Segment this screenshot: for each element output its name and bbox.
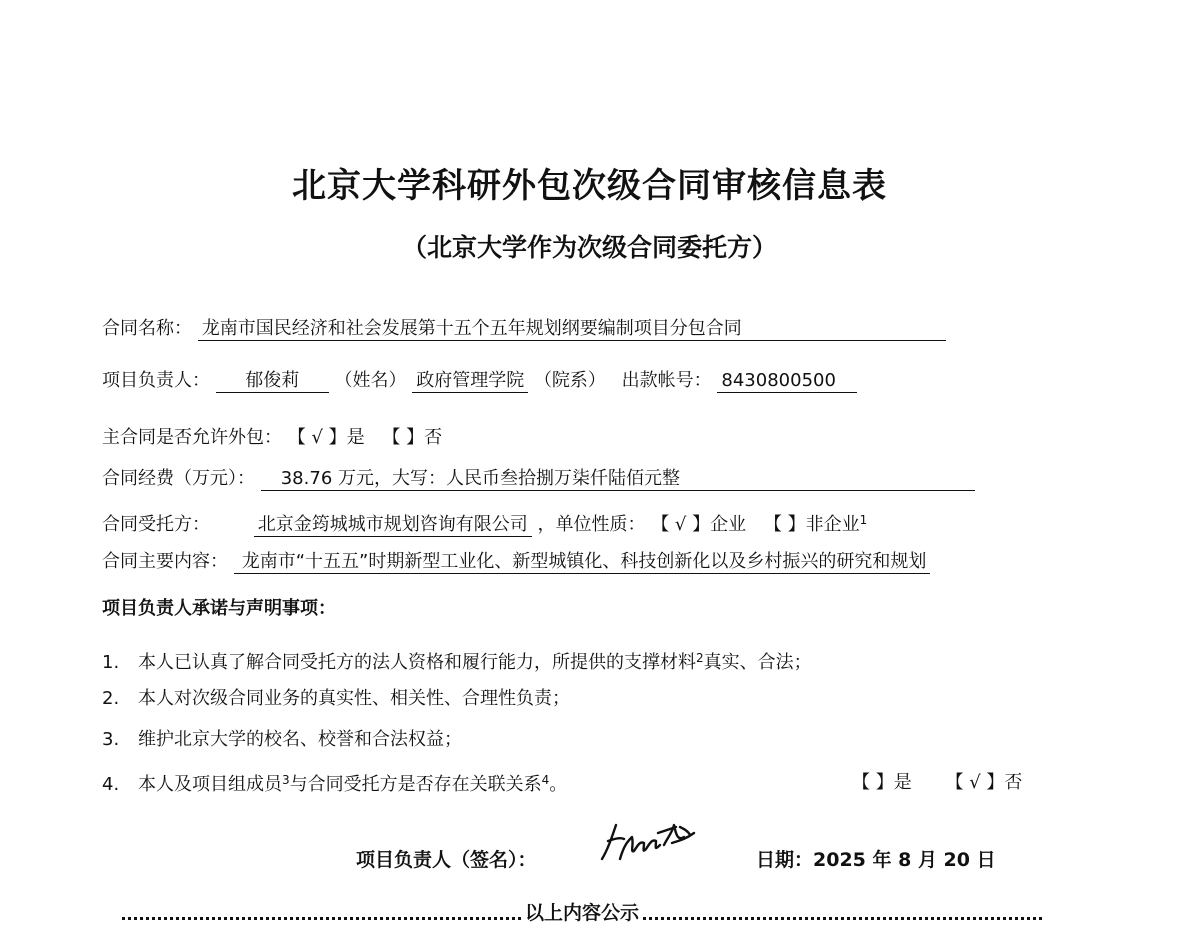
footnote-3: 3 xyxy=(282,773,290,787)
item-number: 2. xyxy=(102,688,120,709)
item-text-mid: 与合同受托方是否存在关联关系 xyxy=(289,774,542,795)
funding-value: 38.76 万元，大写：人民币叁拾捌万柒仟陆佰元整 xyxy=(261,468,975,491)
footnote-2: 2 xyxy=(696,651,704,665)
funding-label: 合同经费（万元）： xyxy=(102,468,255,489)
declaration-heading: 项目负责人承诺与声明事项： xyxy=(102,598,336,619)
footnote-1: 1 xyxy=(859,513,868,527)
public-notice-row xyxy=(122,898,1042,925)
trustee-value: 北京金筠城城市规划咨询有限公司 xyxy=(254,514,532,537)
trustee-label: 合同受托方： xyxy=(102,514,210,535)
item-text-tail: 真实、合法； xyxy=(703,652,812,673)
project-lead-name: 郁俊莉 xyxy=(216,370,329,393)
declaration-item xyxy=(102,768,567,797)
contract-name-value: 龙南市国民经济和社会发展第十五个五年规划纲要编制项目分包合同 xyxy=(198,318,946,341)
project-lead-label: 项目负责人： xyxy=(102,370,210,391)
declaration-item xyxy=(102,687,570,711)
subcontract-no-box: 【 】否 xyxy=(382,427,443,448)
dept-suffix: （院系） xyxy=(533,370,606,391)
trustee-row xyxy=(102,508,867,537)
dotted-leader-right xyxy=(643,903,1042,920)
account-number: 8430800500 xyxy=(717,370,857,393)
signature-label: 项目负责人（签名）： xyxy=(356,849,537,871)
contract-name-row xyxy=(102,317,946,341)
item4-no-box: 【 √ 】否 xyxy=(945,772,1023,793)
item-number: 4. xyxy=(102,774,120,795)
item-number: 1. xyxy=(102,652,120,673)
funding-row xyxy=(102,467,975,491)
account-label: 出款帐号： xyxy=(621,370,712,391)
declaration-item xyxy=(102,646,812,675)
content-value: 龙南市“十五五”时期新型工业化、新型城镇化、科技创新化以及乡村振兴的研究和规划 xyxy=(234,551,931,574)
page-title: 北京大学科研外包次级合同审核信息表 xyxy=(292,166,887,206)
unit-nature-label: ，单位性质： xyxy=(537,514,646,535)
public-notice-text: 以上内容公示 xyxy=(525,902,640,924)
dotted-leader-left xyxy=(122,903,521,920)
subcontract-yes-box: 【 √ 】是 xyxy=(287,427,365,448)
signature-image xyxy=(598,815,698,867)
item-text-tail: 。 xyxy=(549,774,568,795)
item-text: 维护北京大学的校名、校誉和合法权益； xyxy=(138,729,462,750)
content-row xyxy=(102,550,930,574)
content-label: 合同主要内容： xyxy=(102,551,228,572)
footnote-4: 4 xyxy=(541,773,550,787)
enterprise-box: 【 √ 】企业 xyxy=(651,514,747,535)
subcontract-allowed-row xyxy=(102,426,442,450)
project-lead-row xyxy=(102,369,857,393)
page-subtitle: （北京大学作为次级合同委托方） xyxy=(401,233,777,262)
signature-date: 日期：2025 年 8 月 20 日 xyxy=(756,849,996,871)
item4-options xyxy=(852,768,1022,794)
non-enterprise-box: 【 】非企业 xyxy=(763,514,860,535)
item-text: 本人对次级合同业务的真实性、相关性、合理性负责； xyxy=(138,688,570,709)
declaration-item xyxy=(102,728,462,752)
name-suffix: （姓名） xyxy=(334,370,407,391)
project-lead-dept: 政府管理学院 xyxy=(412,370,528,393)
contract-name-label: 合同名称： xyxy=(102,318,192,339)
item-text: 本人已认真了解合同受托方的法人资格和履行能力，所提供的支撑材料 xyxy=(138,652,696,673)
item4-yes-box: 【 】是 xyxy=(852,772,912,793)
item-text: 本人及项目组成员 xyxy=(138,774,282,795)
item-number: 3. xyxy=(102,729,120,750)
subcontract-allowed-label: 主合同是否允许外包： xyxy=(102,427,282,448)
